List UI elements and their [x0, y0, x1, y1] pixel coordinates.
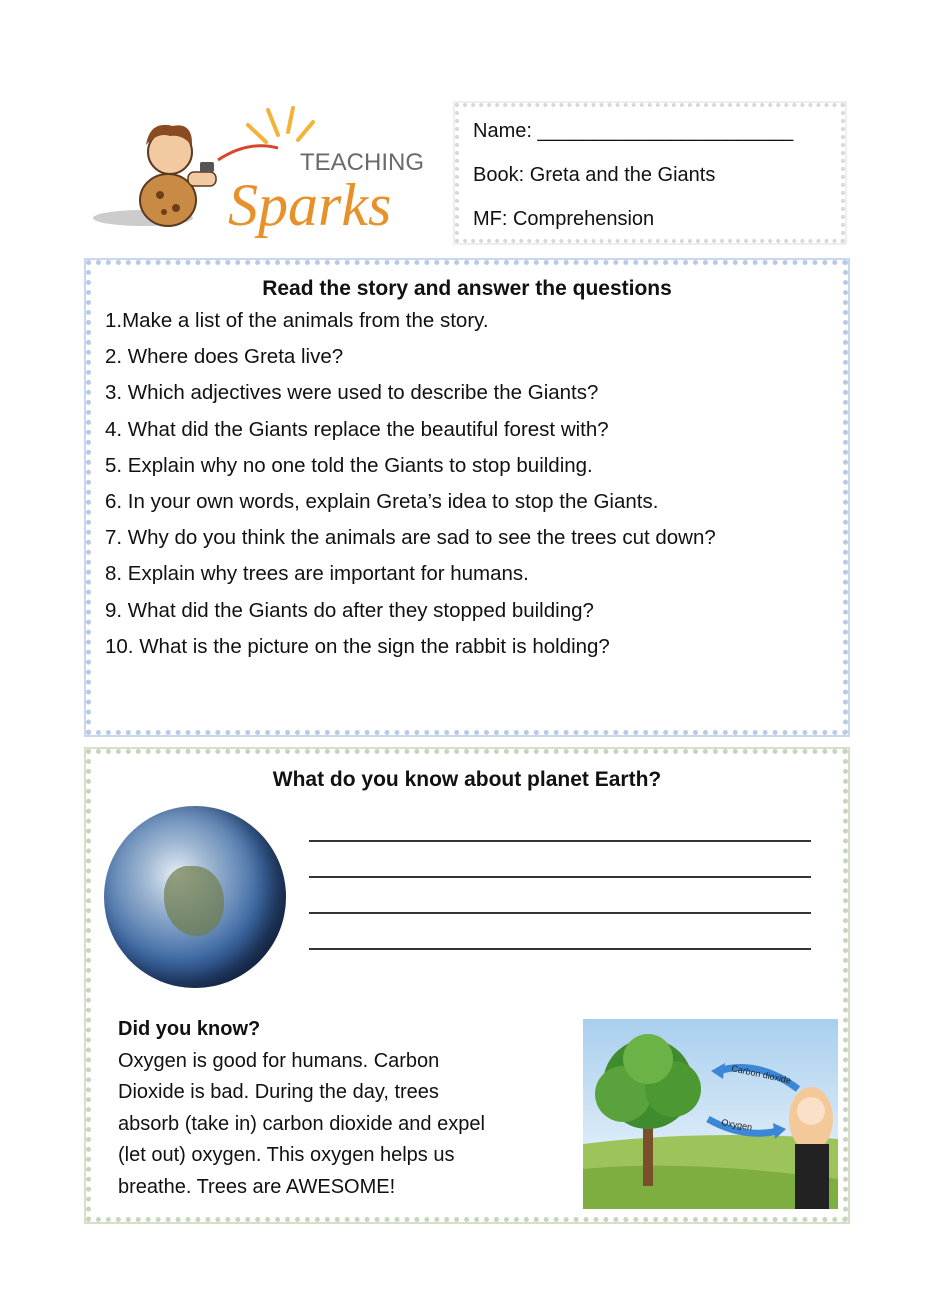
- did-you-know-title: Did you know?: [118, 1018, 261, 1040]
- tree-oxygen-diagram: [583, 1019, 838, 1209]
- teaching-sparks-logo: [88, 100, 448, 245]
- answer-line[interactable]: [309, 948, 811, 950]
- answer-line[interactable]: [309, 912, 811, 914]
- book-title: Book: Greta and the Giants: [473, 164, 716, 186]
- question-item: 10. What is the picture on the sign the rabbit is holding?: [105, 634, 610, 658]
- answer-line[interactable]: [309, 876, 811, 878]
- name-row: [473, 117, 827, 161]
- question-item: 9. What did the Giants do after they stopped building?: [105, 598, 594, 622]
- questions-heading: Read the story and answer the questions: [262, 277, 672, 300]
- question-item: 7. Why do you think the animals are sad to see the trees cut down?: [105, 526, 716, 550]
- fact-line: Dioxide is bad. During the day, trees: [118, 1081, 439, 1103]
- carbon-dioxide-label: Carbon dioxide: [730, 1063, 792, 1086]
- name-label: Name:: [473, 120, 532, 142]
- oxygen-label: Oxygen: [720, 1117, 753, 1133]
- fact-line: breathe. Trees are AWESOME!: [118, 1175, 396, 1198]
- question-item: 1.Make a list of the animals from the story.: [105, 309, 489, 332]
- brand-top-text: TEACHING: [300, 149, 425, 176]
- question-item: 4. What did the Giants replace the beautiful forest with?: [105, 417, 609, 441]
- fact-line: absorb (take in) carbon dioxide and expel: [118, 1112, 485, 1135]
- fact-line: Oxygen is good for humans. Carbon: [118, 1049, 440, 1072]
- name-field[interactable]: _______________________: [537, 120, 794, 142]
- question-item: 2. Where does Greta live?: [105, 345, 344, 369]
- brand-bottom-text: Sparks: [228, 172, 392, 238]
- question-item: 3. Which adjectives were used to describe the Giants?: [105, 381, 599, 405]
- student-info-box: [455, 103, 845, 243]
- earth-box: [86, 749, 848, 1222]
- earth-heading: What do you know about planet Earth?: [272, 768, 662, 791]
- mf-label: MF: Comprehension: [473, 208, 655, 230]
- did-you-know: [118, 1014, 558, 1203]
- question-item: 6. In your own words, explain Greta’s idea to stop the Giants.: [105, 490, 659, 514]
- question-item: 8. Explain why trees are important for humans.: [105, 562, 529, 586]
- question-item: 5. Explain why no one told the Giants to stop building.: [105, 453, 593, 477]
- earth-image: [104, 806, 286, 988]
- answer-line[interactable]: [309, 840, 811, 842]
- questions-box: [86, 260, 848, 735]
- fact-line: (let out) oxygen. This oxygen helps us: [118, 1144, 455, 1166]
